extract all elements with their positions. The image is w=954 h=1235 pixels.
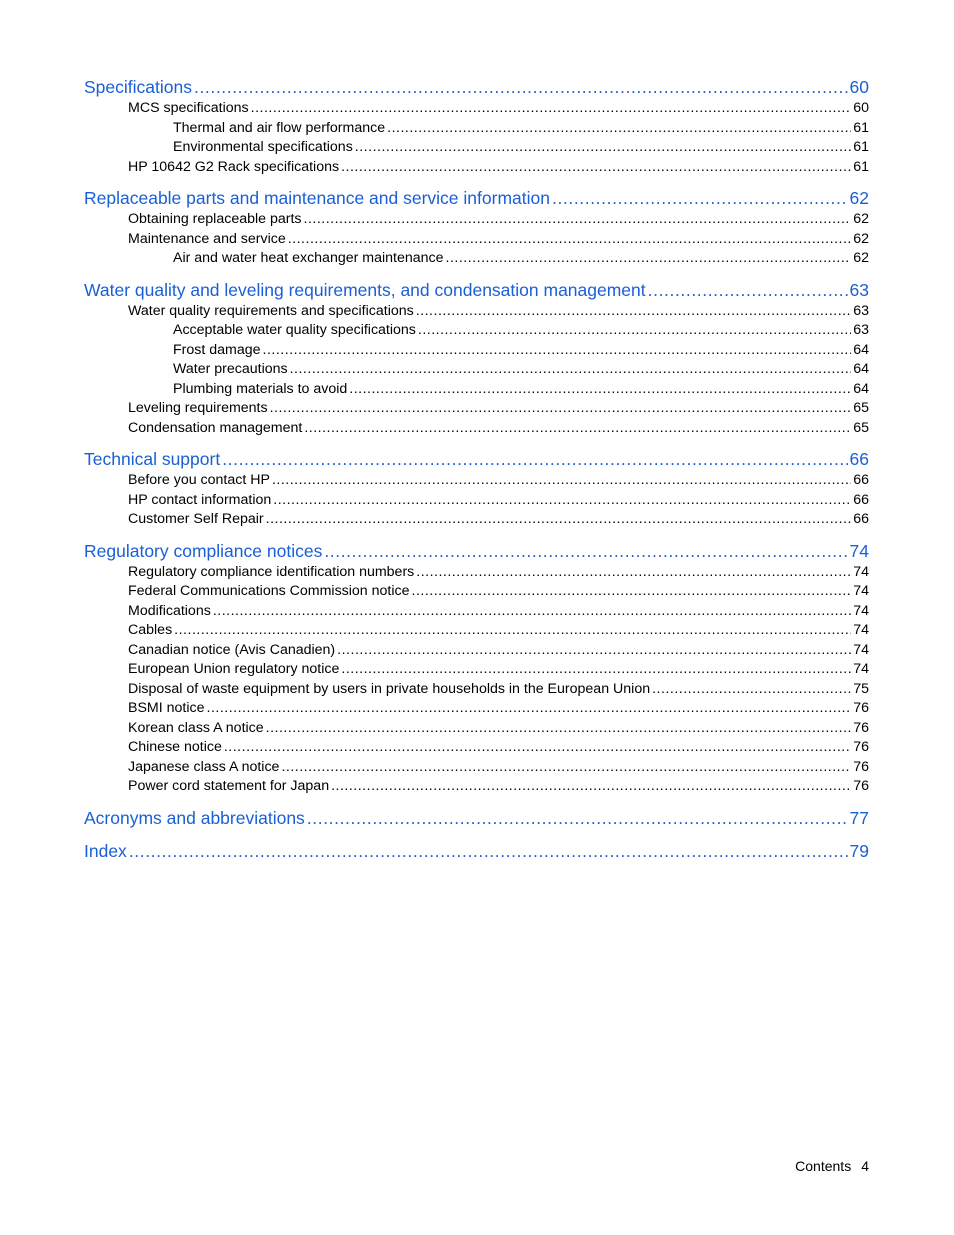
toc-entry-title: Replaceable parts and maintenance and service information xyxy=(84,188,550,208)
toc-section-link[interactable] xyxy=(84,419,869,439)
toc-entry-title: Specifications xyxy=(84,77,192,97)
toc-entry-page: 74 xyxy=(853,602,869,619)
toc-entry-title: Index xyxy=(84,840,127,861)
toc-section-link[interactable] xyxy=(84,380,869,400)
toc-entry-page: 74 xyxy=(849,540,869,561)
dot-leader xyxy=(652,680,851,700)
toc-section-link[interactable] xyxy=(84,210,869,230)
toc-entry-title: Regulatory compliance notices xyxy=(84,540,323,561)
dot-leader xyxy=(207,699,852,719)
footer-page-number: 4 xyxy=(861,1158,869,1174)
toc-entry-page: 63 xyxy=(853,302,869,319)
dot-leader xyxy=(648,278,848,302)
toc-entry-title: Modifications xyxy=(128,602,211,619)
toc-entry-page: 66 xyxy=(849,449,869,469)
toc-section-link[interactable] xyxy=(84,471,869,491)
toc-entry-title: Technical support xyxy=(84,449,221,469)
dot-leader xyxy=(281,758,851,778)
dot-leader xyxy=(412,582,852,602)
toc-entry-page: 63 xyxy=(849,279,869,300)
dot-leader xyxy=(324,539,847,563)
toc-entry-page: 63 xyxy=(853,322,869,338)
dot-leader xyxy=(337,641,851,661)
dot-leader xyxy=(416,302,851,322)
toc-section-link[interactable] xyxy=(84,621,869,641)
toc-entry-title: Acceptable water quality specifications xyxy=(173,322,416,338)
toc-chapter-link[interactable] xyxy=(84,278,869,302)
toc-chapter-link[interactable] xyxy=(84,75,869,99)
toc-entry-title: Obtaining replaceable parts xyxy=(128,211,302,227)
toc-section-link[interactable] xyxy=(84,158,869,178)
toc-entry-page: 62 xyxy=(853,250,869,266)
toc-entry-page: 74 xyxy=(853,563,869,580)
toc-section-link[interactable] xyxy=(84,138,869,158)
toc-entry-page: 61 xyxy=(853,139,869,155)
toc-entry-page: 62 xyxy=(853,211,869,227)
dot-leader xyxy=(349,380,851,400)
toc-entry-page: 65 xyxy=(853,400,869,416)
dot-leader xyxy=(222,447,847,471)
toc-chapter-link[interactable] xyxy=(84,839,869,863)
dot-leader xyxy=(270,399,852,419)
toc-entry-page: 60 xyxy=(853,100,869,116)
toc-chapter-link[interactable] xyxy=(84,186,869,210)
dot-leader xyxy=(251,99,852,119)
toc-entry-page: 64 xyxy=(853,361,869,377)
toc-entry-page: 74 xyxy=(853,661,869,677)
toc-entry-title: Environmental specifications xyxy=(173,139,353,155)
toc-section-link[interactable] xyxy=(84,660,869,680)
toc-entry-title: Chinese notice xyxy=(128,739,222,755)
toc-chapter-link[interactable] xyxy=(84,447,869,471)
dot-leader xyxy=(341,158,851,178)
toc-entry-title: Power cord statement for Japan xyxy=(128,778,330,794)
toc-entry-title: Water quality requirements and specifications xyxy=(128,302,414,319)
dot-leader xyxy=(272,471,851,491)
toc-entry-title: Before you contact HP xyxy=(128,472,270,488)
toc-section-link[interactable] xyxy=(84,99,869,119)
toc-entry-page: 79 xyxy=(849,840,869,861)
toc-entry-page: 74 xyxy=(853,583,869,599)
toc-entry-title: Disposal of waste equipment by users in private households in the European Union xyxy=(128,680,651,697)
toc-entry-title: European Union regulatory notice xyxy=(128,661,340,677)
dot-leader xyxy=(387,119,851,139)
toc-entry-title: Frost damage xyxy=(173,341,261,358)
toc-section-link[interactable] xyxy=(84,582,869,602)
dot-leader xyxy=(304,419,851,439)
toc-section-link[interactable] xyxy=(84,399,869,419)
dot-leader xyxy=(266,719,852,739)
dot-leader xyxy=(416,563,851,583)
toc-section-link[interactable] xyxy=(84,119,869,139)
table-of-contents xyxy=(84,75,869,863)
toc-section-link[interactable] xyxy=(84,563,869,583)
toc-entry-title: MCS specifications xyxy=(128,100,249,116)
toc-entry-page: 64 xyxy=(853,380,869,397)
toc-entry-page: 76 xyxy=(853,778,869,794)
toc-section-link[interactable] xyxy=(84,641,869,661)
toc-entry-title: Acronyms and abbreviations xyxy=(84,807,305,828)
dot-leader xyxy=(263,341,852,361)
toc-entry-title: HP 10642 G2 Rack specifications xyxy=(128,158,340,175)
toc-entry-page: 76 xyxy=(853,700,869,716)
toc-entry-title: Cables xyxy=(128,622,173,638)
toc-entry-title: Air and water heat exchanger maintenance xyxy=(173,250,444,266)
toc-section-link[interactable] xyxy=(84,738,869,758)
toc-section-link[interactable] xyxy=(84,360,869,380)
toc-section-link[interactable] xyxy=(84,249,869,269)
toc-entry-title: Thermal and air flow performance xyxy=(173,119,386,136)
toc-entry-title: HP contact information xyxy=(128,491,272,508)
dot-leader xyxy=(446,249,852,269)
dot-leader xyxy=(552,186,848,210)
toc-section-link[interactable] xyxy=(84,321,869,341)
toc-entry-title: Regulatory compliance identification numbers xyxy=(128,563,415,580)
toc-section-link[interactable] xyxy=(84,230,869,250)
toc-chapter-link[interactable] xyxy=(84,539,869,563)
toc-entry-page: 66 xyxy=(853,491,869,508)
toc-entry-title: Customer Self Repair xyxy=(128,511,264,527)
toc-entry-title: Canadian notice (Avis Canadien) xyxy=(128,641,336,658)
dot-leader xyxy=(418,321,851,341)
toc-entry-title: Leveling requirements xyxy=(128,400,268,416)
dot-leader xyxy=(266,510,852,530)
toc-entry-page: 62 xyxy=(849,188,869,208)
toc-entry-page: 76 xyxy=(853,758,869,775)
toc-entry-page: 60 xyxy=(849,77,869,97)
dot-leader xyxy=(307,806,848,830)
toc-entry-title: Water precautions xyxy=(173,361,288,377)
toc-entry-title: BSMI notice xyxy=(128,700,205,716)
dot-leader xyxy=(290,360,852,380)
toc-entry-page: 61 xyxy=(853,119,869,136)
dot-leader xyxy=(129,839,848,863)
toc-entry-page: 64 xyxy=(853,341,869,358)
dot-leader xyxy=(331,777,851,797)
footer-section-label: Contents xyxy=(795,1158,852,1174)
toc-entry-page: 76 xyxy=(853,719,869,736)
toc-entry-page: 74 xyxy=(853,622,869,638)
toc-entry-page: 75 xyxy=(853,680,869,697)
dot-leader xyxy=(288,230,851,250)
toc-entry-title: Water quality and leveling requirements, and condensation management xyxy=(84,279,646,300)
dot-leader xyxy=(213,602,851,622)
toc-entry-page: 66 xyxy=(853,472,869,488)
toc-section-link[interactable] xyxy=(84,699,869,719)
toc-entry-title: Maintenance and service xyxy=(128,230,286,247)
toc-entry-page: 77 xyxy=(849,807,869,828)
toc-entry-page: 76 xyxy=(853,739,869,755)
toc-section-link[interactable] xyxy=(84,491,869,511)
toc-entry-page: 66 xyxy=(853,511,869,527)
toc-entry-title: Plumbing materials to avoid xyxy=(173,380,348,397)
dot-leader xyxy=(273,491,851,511)
toc-entry-title: Japanese class A notice xyxy=(128,758,280,775)
toc-entry-page: 62 xyxy=(853,230,869,247)
toc-section-link[interactable] xyxy=(84,510,869,530)
page-footer xyxy=(795,1158,869,1174)
toc-section-link[interactable] xyxy=(84,302,869,322)
toc-entry-page: 61 xyxy=(853,158,869,175)
toc-entry-title: Korean class A notice xyxy=(128,719,264,736)
dot-leader xyxy=(194,75,848,99)
toc-section-link[interactable] xyxy=(84,602,869,622)
toc-entry-title: Condensation management xyxy=(128,419,303,436)
dot-leader xyxy=(224,738,851,758)
dot-leader xyxy=(341,660,851,680)
dot-leader xyxy=(355,138,851,158)
toc-section-link[interactable] xyxy=(84,777,869,797)
toc-entry-page: 74 xyxy=(853,641,869,658)
toc-entry-page: 65 xyxy=(853,419,869,436)
toc-section-link[interactable] xyxy=(84,680,869,700)
toc-entry-title: Federal Communications Commission notice xyxy=(128,583,410,599)
dot-leader xyxy=(304,210,852,230)
toc-chapter-link[interactable] xyxy=(84,806,869,830)
toc-section-link[interactable] xyxy=(84,758,869,778)
toc-section-link[interactable] xyxy=(84,341,869,361)
toc-section-link[interactable] xyxy=(84,719,869,739)
dot-leader xyxy=(174,621,851,641)
